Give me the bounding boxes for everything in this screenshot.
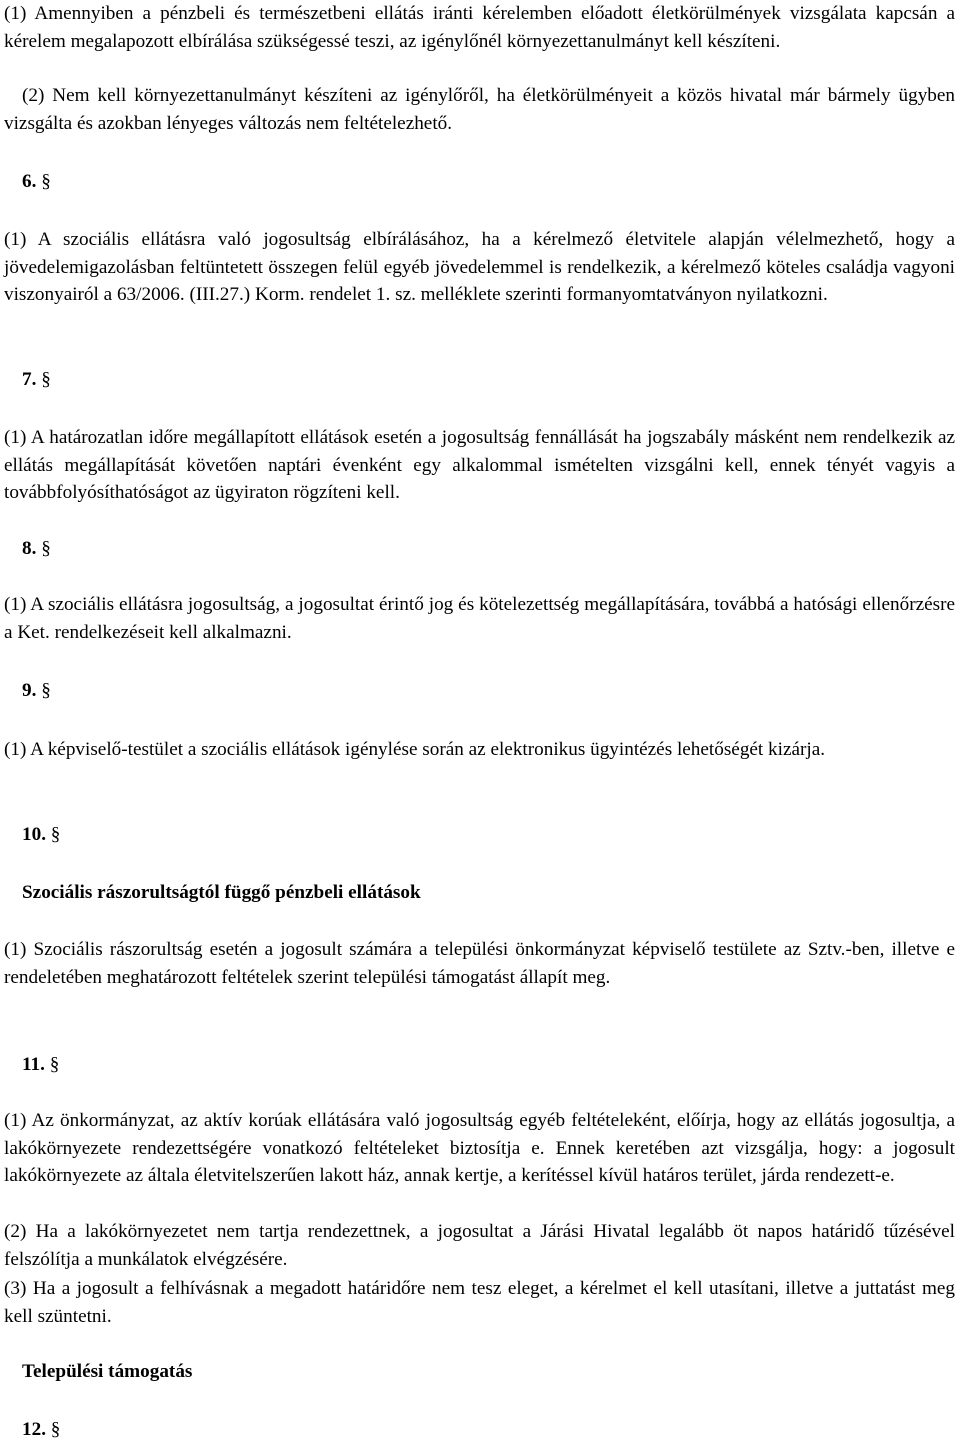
paragraph: (1) Az önkormányzat, az aktív korúak ellátására való jogosultság egyéb feltételeként, előírja, hogy az ellátás jogosultja, a lakókörnyezete rendezettségére vonatkozó feltételeket biztosítja e. Ennek keretében azt vizsgálja, hogy: a jogosult lakókörnyezete az általa életvitelszerűen lakott ház, annak kertje, a kerítéssel kívül határos terület, járda rendezett-e. bbox=[4, 1110, 955, 1186]
section-number bbox=[4, 168, 51, 196]
paragraph: (2) Nem kell környezettanulmányt készíteni az igénylőről, ha életkörülményeit a közös hivatal már bármely ügyben vizsgálta és azokban lényeges változás nem feltételezhető. bbox=[4, 85, 955, 134]
section-num: 8. bbox=[22, 538, 37, 559]
paragraph: (3) Ha a jogosult a felhívásnak a megadott határidőre nem tesz eleget, a kérelmet el kell utasítani, illetve a juttatást meg kell szüntetni. bbox=[4, 1278, 955, 1327]
section-number bbox=[4, 1051, 59, 1079]
paragraph: (1) A képviselő-testület a szociális ellátások igénylése során az elektronikus ügyintézés lehetőségét kizárja. bbox=[4, 739, 826, 760]
section-number bbox=[4, 677, 51, 705]
section-number bbox=[4, 821, 60, 849]
section-sign: § bbox=[41, 171, 51, 192]
paragraph: (1) A határozatlan időre megállapított ellátások esetén a jogosultság fennállását ha jogszabály másként nem rendelkezik az ellátás megállapítását követően naptári évenként egy alkalommal ismételten vizsgálni kell, ennek tényét vagyis a továbbfolyósíthatóságot az ügyiraton rögzíteni kell. bbox=[4, 427, 955, 503]
paragraph: (1) A szociális ellátásra való jogosultság elbírálásához, ha a kérelmező életvitele alapján vélelmezhető, hogy a jövedelemigazolásban feltüntetett összegen felül egyéb jövedelemmel is rendelkezik, a kérelmező köteles családja vagyoni viszonyairól a 63/2006. (III.27.) Korm. rendelet 1. sz. melléklete szerinti formanyomtatványon nyilatkozni. bbox=[4, 229, 955, 305]
section-number bbox=[4, 366, 51, 394]
section-sign: § bbox=[49, 1054, 60, 1075]
section-sign: § bbox=[50, 824, 61, 845]
section-num: 9. bbox=[22, 680, 37, 701]
section-num: 7. bbox=[22, 369, 37, 390]
section-number bbox=[4, 1416, 60, 1444]
section-sign: § bbox=[41, 680, 51, 701]
section-num: 11. bbox=[22, 1054, 45, 1075]
section-num: 12. bbox=[22, 1419, 46, 1440]
section-heading: Települési támogatás bbox=[22, 1361, 193, 1382]
section-heading: Szociális rászorultságtól függő pénzbeli ellátások bbox=[22, 882, 421, 903]
paragraph: (1) A szociális ellátásra jogosultság, a jogosultat érintő jog és kötelezettség megállapítására, továbbá a hatósági ellenőrzésre a Ket. rendelkezéseit kell alkalmazni. bbox=[4, 594, 955, 643]
section-number bbox=[4, 535, 51, 563]
section-sign: § bbox=[41, 369, 51, 390]
section-sign: § bbox=[50, 1419, 61, 1440]
paragraph: (2) Ha a lakókörnyezetet nem tartja rendezettnek, a jogosultat a Járási Hivatal legalább öt napos határidő tűzésével felszólítja a munkálatok elvégzésére. bbox=[4, 1221, 955, 1270]
paragraph: (1) Amennyiben a pénzbeli és természetbeni ellátás iránti kérelemben előadott életkörülmények vizsgálata kapcsán a kérelem megalapozott elbírálása szükségessé teszi, az igénylőnél környezettanulmányt kell készíteni. bbox=[4, 3, 955, 52]
section-num: 10. bbox=[22, 824, 46, 845]
paragraph: (1) Szociális rászorultság esetén a jogosult számára a települési önkormányzat képviselő testülete az Sztv.-ben, illetve e rendeletében meghatározott feltételek szerint települési támogatást állapít meg. bbox=[4, 939, 955, 988]
section-num: 6. bbox=[22, 171, 37, 192]
section-sign: § bbox=[41, 538, 51, 559]
